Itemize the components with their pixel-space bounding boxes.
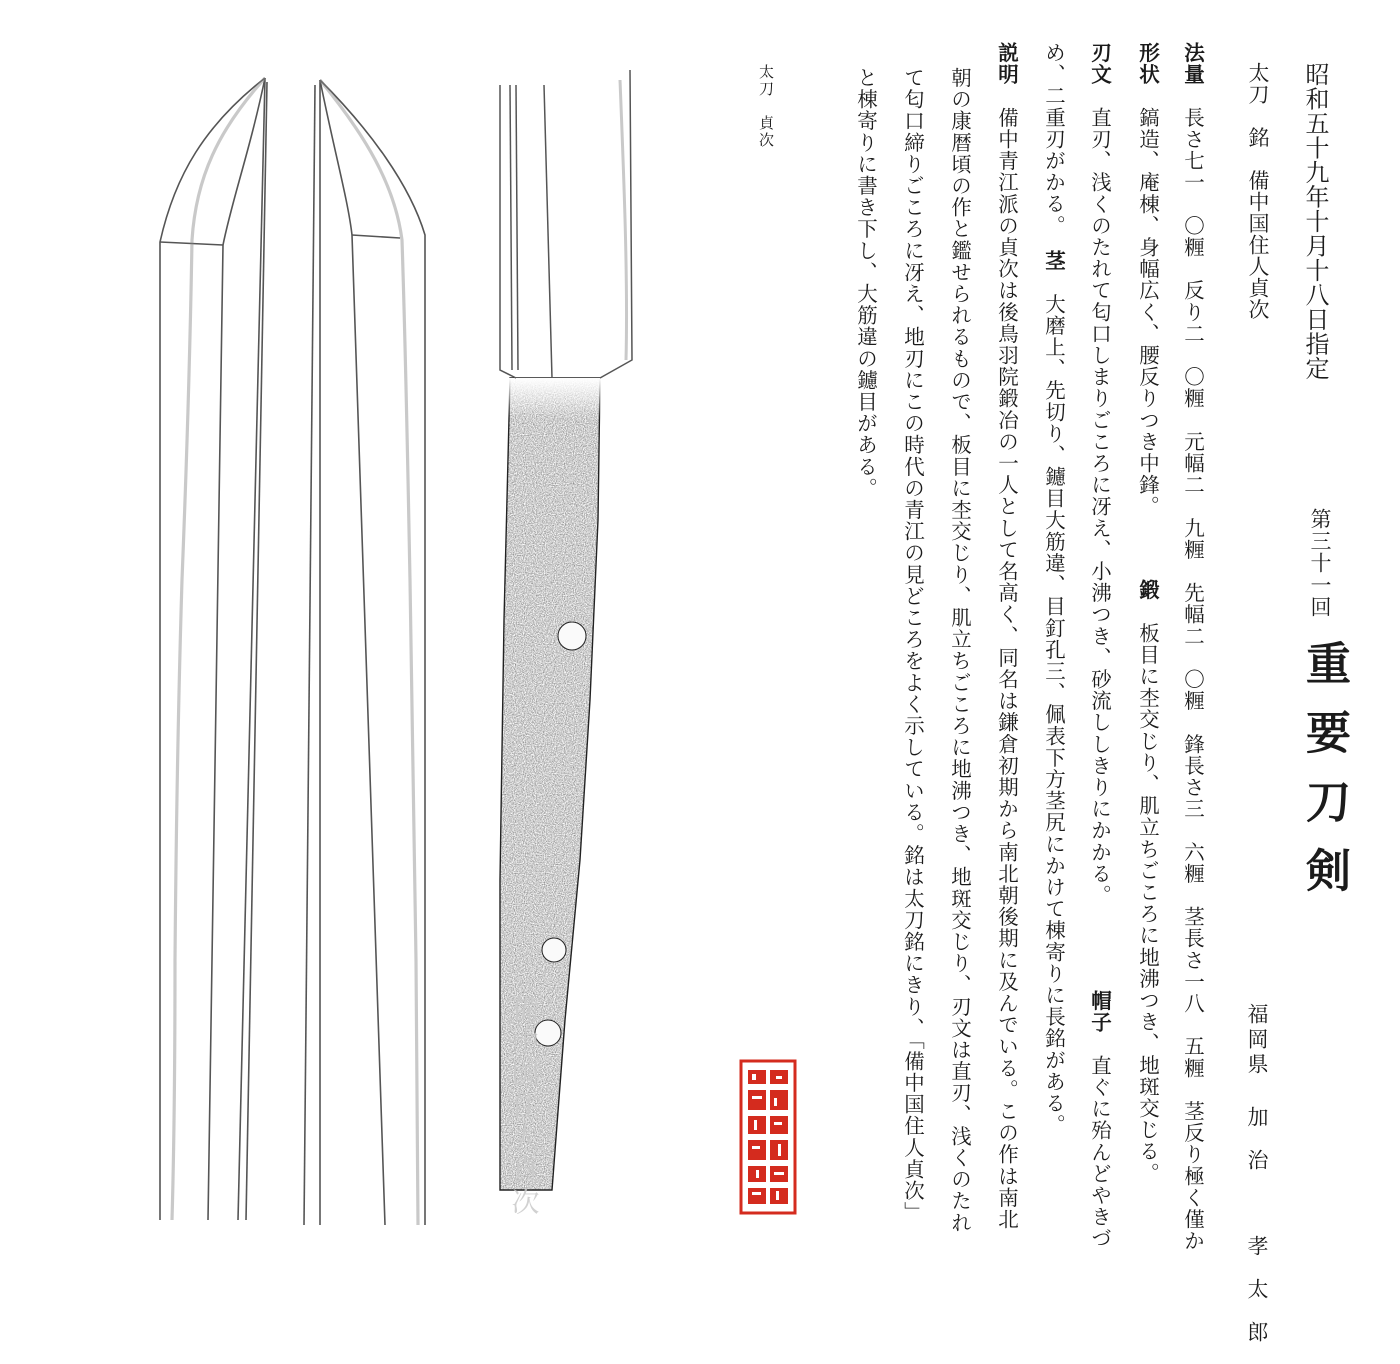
nakago-heading: 茎 [1041, 250, 1066, 272]
dimensions-heading: 法量 [1180, 42, 1205, 86]
owner-name: 加治 孝太郎 [1245, 1106, 1269, 1364]
blade-front-shinogi-2 [246, 82, 267, 1220]
nakago-text: 大磨上、先切り、鑢目大筋違、目釘孔三、佩表下方茎尻にかけて棟寄りに長銘がある。 [1041, 293, 1066, 1136]
boshi-line [1089, 990, 1110, 1249]
blade-front-shinogi-1 [238, 78, 265, 1220]
description-line-1 [996, 42, 1017, 1230]
blade-back-hamon [320, 80, 418, 1225]
owner-prefecture: 福岡県 [1245, 1003, 1269, 1078]
description-heading: 説明 [994, 42, 1019, 86]
nakago-line [1043, 250, 1064, 1136]
blade-back-edge [320, 80, 425, 1225]
blade-back-ridge [320, 80, 385, 1225]
shape-line [1137, 42, 1158, 517]
blade-back-shinogi-2 [304, 85, 315, 1225]
dimensions-text: 長さ七一 〇糎 反り二 〇糎 元幅二 九糎 先幅二 〇糎 鋒長さ三 六糎 茎長さ一八 五糎 茎反り極く僅か [1180, 106, 1205, 1252]
boshi-text: 直ぐに殆んどやきづ [1087, 1054, 1112, 1250]
hamon-text-2: め、二重刃がかる。 [1041, 42, 1066, 237]
hamon-text-1: 直刃、浅くのたれて匂口しまりごころに冴え、小沸つき、砂流ししきりにかかる。 [1087, 106, 1112, 907]
designation-date: 昭和五十九年十月十八日指定 [1301, 62, 1329, 381]
session-number: 第三十一回 [1308, 508, 1332, 618]
dimensions-line [1182, 42, 1203, 1252]
red-seal-stamp [738, 1058, 798, 1216]
shape-heading: 形状 [1135, 42, 1160, 86]
hamon-heading: 刃文 [1087, 42, 1112, 86]
figure-label: 太刀 貞次 [757, 64, 775, 149]
hamon-continuation [1043, 42, 1064, 236]
forging-line [1137, 579, 1158, 1184]
blade-back-view [304, 80, 425, 1225]
forging-heading: 鍛 [1135, 579, 1160, 601]
description-line-3: て匂口締りごころに冴え、地刃にこの時代の青江の見どころをよく示している。銘は太刀銘にきり、「備中国住人貞次」 [900, 67, 925, 1224]
hamon-line [1089, 42, 1110, 906]
sword-subject: 太刀 銘 備中国住人貞次 [1246, 62, 1270, 320]
boshi-heading: 帽子 [1087, 990, 1112, 1034]
forging-text: 板目に杢交じり、肌立ちごころに地沸つき、地斑交じる。 [1135, 622, 1160, 1184]
description-text-1: 備中青江派の貞次は後鳥羽院鍛冶の一人として名高く、同名は鎌倉初期から南北朝後期に及んでいる。この作は南北 [994, 106, 1019, 1231]
page-title: 重要刀剣 [1298, 640, 1351, 916]
mekugi-hole-1 [558, 622, 586, 650]
tang-view [498, 70, 632, 1219]
tang-upper-blade [500, 70, 632, 378]
description-line-4: と棟寄りに書き下し、大筋違の鑢目がある。 [853, 67, 878, 499]
oshigata-drawing [120, 60, 660, 1230]
description-line-2: 朝の康暦頃の作と鑑せられるもので、板目に杢交じり、肌立ちごころに地沸つき、地斑交じり、刃文は直刃、浅くのたれ [947, 67, 972, 1234]
mekugi-hole-2 [542, 938, 566, 962]
shape-text: 鎬造、庵棟、身幅広く、腰反りつき中鋒。 [1135, 106, 1160, 518]
blade-front-view [160, 78, 267, 1220]
blade-back-yokote [352, 235, 400, 238]
tang-inscription: 備中国住人貞次 [507, 995, 541, 1219]
tang-fade [498, 378, 604, 418]
